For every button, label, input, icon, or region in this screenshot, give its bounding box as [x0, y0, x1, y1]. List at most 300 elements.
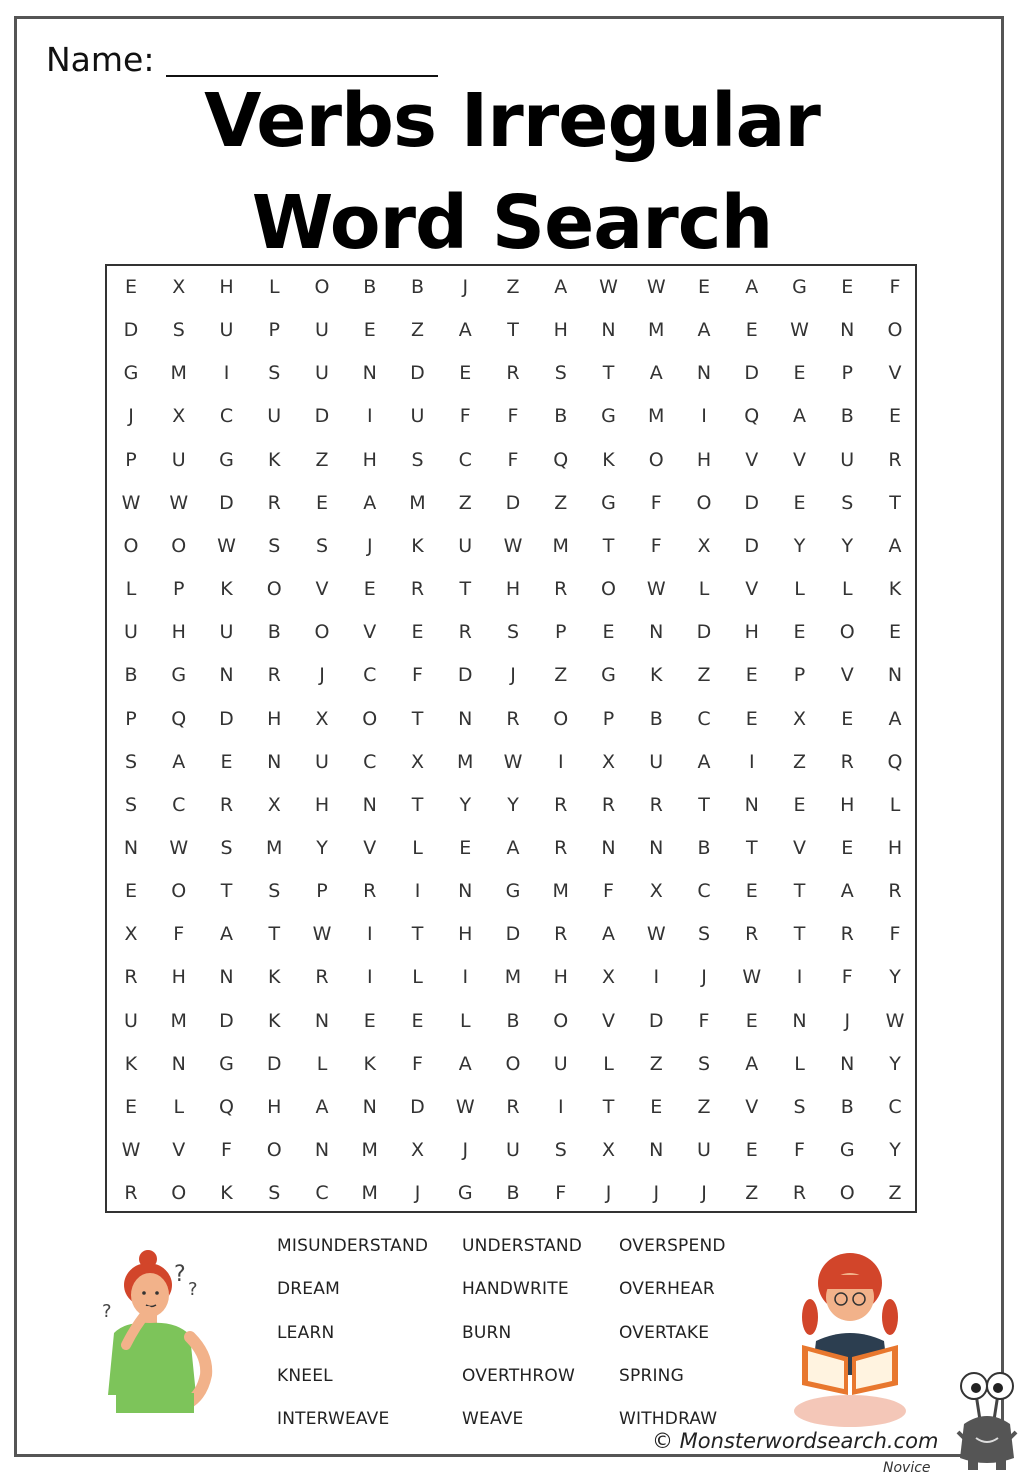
grid-letter[interactable]: R [506, 1095, 520, 1118]
grid-letter[interactable]: E [124, 1095, 137, 1118]
grid-letter[interactable]: W [503, 750, 523, 773]
grid-letter[interactable]: Z [554, 664, 568, 687]
grid-letter[interactable]: A [220, 923, 233, 946]
grid-letter[interactable]: L [459, 1009, 471, 1032]
name-input-line[interactable] [166, 75, 438, 77]
grid-letter[interactable]: E [841, 707, 854, 730]
grid-letter[interactable]: J [462, 1139, 469, 1161]
grid-letter[interactable]: M [504, 966, 522, 989]
grid-letter[interactable]: N [362, 793, 377, 816]
grid-letter[interactable]: D [314, 405, 330, 428]
grid-letter[interactable]: E [745, 707, 758, 730]
grid-letter[interactable]: T [745, 836, 758, 859]
grid-letter[interactable]: N [123, 836, 139, 859]
grid-letter[interactable]: N [219, 966, 234, 989]
grid-letter[interactable]: A [793, 405, 806, 428]
grid-letter[interactable]: C [172, 793, 186, 816]
grid-letter[interactable]: K [888, 578, 902, 601]
grid-letter[interactable]: E [411, 1009, 424, 1032]
grid-letter[interactable]: U [219, 319, 234, 342]
grid-letter[interactable]: P [316, 880, 328, 903]
grid-letter[interactable]: F [221, 1139, 232, 1161]
grid-letter[interactable]: Z [745, 1182, 759, 1205]
grid-letter[interactable]: D [219, 707, 234, 730]
grid-letter[interactable]: X [410, 750, 425, 773]
grid-letter[interactable]: E [650, 1095, 663, 1118]
grid-letter[interactable]: X [792, 707, 807, 730]
grid-letter[interactable]: D [744, 491, 760, 514]
grid-letter[interactable]: H [696, 448, 712, 471]
grid-letter[interactable]: M [409, 491, 426, 514]
letter-grid[interactable] [105, 264, 917, 1213]
grid-letter[interactable]: E [745, 319, 758, 342]
grid-letter[interactable]: R [458, 621, 472, 644]
grid-letter[interactable]: B [649, 707, 663, 730]
grid-letter[interactable]: S [268, 534, 281, 557]
grid-letter[interactable]: O [171, 534, 187, 557]
grid-letter[interactable]: D [505, 923, 521, 946]
grid-letter[interactable]: T [411, 793, 424, 816]
grid-letter[interactable]: N [887, 664, 903, 687]
grid-letter[interactable]: L [603, 1052, 614, 1075]
grid-letter[interactable]: Q [553, 448, 569, 471]
grid-letter[interactable]: I [557, 750, 564, 773]
grid-letter[interactable]: T [889, 491, 901, 514]
grid-letter[interactable]: R [554, 793, 568, 816]
grid-letter[interactable]: V [745, 578, 759, 601]
grid-letter[interactable]: Z [888, 1182, 902, 1205]
grid-letter[interactable]: S [697, 1052, 711, 1075]
grid-letter[interactable]: K [602, 448, 615, 471]
grid-letter[interactable]: K [220, 578, 233, 601]
grid-letter[interactable]: H [744, 621, 759, 644]
grid-letter[interactable]: Y [841, 534, 854, 557]
grid-letter[interactable]: V [793, 836, 806, 859]
grid-letter[interactable]: V [363, 621, 377, 644]
grid-letter[interactable]: I [366, 966, 373, 989]
grid-letter[interactable]: G [601, 491, 616, 514]
grid-letter[interactable]: H [458, 923, 473, 946]
grid-letter[interactable]: H [267, 707, 282, 730]
grid-letter[interactable]: X [601, 1139, 616, 1161]
grid-letter[interactable]: L [125, 578, 137, 601]
grid-letter[interactable]: R [410, 578, 425, 601]
grid-letter[interactable]: F [412, 664, 423, 687]
grid-letter[interactable]: I [366, 923, 373, 946]
grid-letter[interactable]: X [124, 923, 138, 946]
grid-letter[interactable]: Y [889, 1139, 901, 1161]
grid-letter[interactable]: C [888, 1095, 902, 1118]
grid-letter[interactable]: U [124, 621, 138, 644]
grid-letter[interactable]: D [457, 664, 473, 687]
grid-letter[interactable]: T [268, 923, 281, 946]
grid-letter[interactable]: F [412, 1052, 423, 1075]
grid-letter[interactable]: K [363, 1052, 376, 1075]
grid-letter[interactable]: H [171, 966, 186, 989]
grid-letter[interactable]: K [650, 664, 663, 687]
grid-letter[interactable]: U [315, 362, 329, 385]
grid-letter[interactable]: I [701, 405, 707, 428]
grid-letter[interactable]: R [554, 923, 568, 946]
grid-letter[interactable]: H [553, 319, 568, 342]
grid-letter[interactable]: E [888, 621, 901, 644]
grid-letter[interactable]: W [121, 491, 141, 514]
grid-letter[interactable]: B [267, 621, 281, 644]
grid-letter[interactable]: E [793, 491, 806, 514]
grid-letter[interactable]: S [172, 319, 185, 342]
grid-letter[interactable]: T [793, 880, 806, 903]
grid-letter[interactable]: C [219, 405, 234, 428]
grid-letter[interactable]: U [410, 405, 425, 428]
grid-letter[interactable]: S [554, 1139, 567, 1161]
grid-letter[interactable]: K [124, 1052, 138, 1075]
grid-letter[interactable]: N [649, 621, 664, 644]
grid-letter[interactable]: R [888, 448, 902, 471]
grid-letter[interactable]: W [121, 1139, 141, 1161]
grid-letter[interactable]: A [315, 1095, 329, 1118]
grid-letter[interactable]: V [172, 1139, 186, 1161]
grid-letter[interactable]: B [506, 1009, 520, 1032]
grid-letter[interactable]: E [793, 793, 806, 816]
grid-letter[interactable]: A [888, 707, 902, 730]
grid-letter[interactable]: E [124, 276, 137, 298]
grid-letter[interactable]: N [171, 1052, 186, 1075]
grid-letter[interactable]: A [554, 276, 568, 298]
grid-letter[interactable]: O [362, 707, 378, 730]
grid-letter[interactable]: H [362, 448, 377, 471]
grid-letter[interactable]: T [411, 923, 424, 946]
grid-letter[interactable]: X [172, 405, 186, 428]
grid-letter[interactable]: R [554, 578, 568, 601]
grid-letter[interactable]: K [268, 448, 281, 471]
grid-letter[interactable]: H [505, 578, 521, 601]
grid-letter[interactable]: J [510, 664, 516, 687]
grid-letter[interactable]: L [794, 1052, 805, 1075]
grid-letter[interactable]: E [697, 276, 710, 298]
grid-letter[interactable]: J [414, 1182, 421, 1205]
grid-letter[interactable]: E [745, 880, 758, 903]
grid-letter[interactable]: W [790, 319, 809, 342]
grid-letter[interactable]: P [173, 578, 185, 601]
grid-letter[interactable]: L [889, 793, 901, 816]
grid-letter[interactable]: G [457, 1182, 473, 1205]
grid-letter[interactable]: O [696, 491, 712, 514]
grid-letter[interactable]: I [557, 1095, 564, 1118]
grid-letter[interactable]: H [267, 1095, 282, 1118]
grid-letter[interactable]: C [458, 448, 472, 471]
grid-letter[interactable]: M [457, 750, 474, 773]
grid-letter[interactable]: R [601, 793, 616, 816]
grid-letter[interactable]: V [840, 664, 854, 687]
grid-letter[interactable]: E [841, 276, 854, 298]
grid-letter[interactable]: W [312, 923, 332, 946]
grid-letter[interactable]: H [314, 793, 330, 816]
grid-letter[interactable]: G [601, 405, 616, 428]
grid-letter[interactable]: L [412, 836, 423, 859]
grid-letter[interactable]: W [503, 534, 523, 557]
grid-letter[interactable]: X [601, 966, 616, 989]
grid-letter[interactable]: O [171, 880, 187, 903]
grid-letter[interactable]: S [697, 923, 711, 946]
grid-letter[interactable]: Q [887, 750, 903, 773]
grid-letter[interactable]: N [362, 1095, 377, 1118]
grid-letter[interactable]: C [363, 750, 377, 773]
grid-letter[interactable]: M [552, 534, 569, 557]
grid-letter[interactable]: M [361, 1139, 378, 1161]
grid-letter[interactable]: P [793, 664, 806, 687]
grid-letter[interactable]: N [314, 1139, 330, 1161]
grid-letter[interactable]: G [505, 880, 521, 903]
grid-letter[interactable]: O [505, 1052, 521, 1075]
grid-letter[interactable]: H [171, 621, 186, 644]
grid-letter[interactable]: F [650, 491, 662, 514]
grid-letter[interactable]: G [839, 1139, 855, 1161]
grid-letter[interactable]: O [266, 1139, 282, 1161]
grid-letter[interactable]: A [649, 362, 663, 385]
grid-letter[interactable]: U [649, 750, 664, 773]
grid-letter[interactable]: R [267, 491, 281, 514]
grid-letter[interactable]: R [124, 1182, 138, 1205]
grid-letter[interactable]: E [124, 880, 137, 903]
grid-letter[interactable]: R [554, 836, 568, 859]
grid-letter[interactable]: R [219, 793, 234, 816]
grid-letter[interactable]: A [458, 319, 472, 342]
grid-letter[interactable]: T [220, 880, 233, 903]
grid-letter[interactable]: E [363, 578, 376, 601]
grid-letter[interactable]: Z [458, 491, 472, 514]
grid-letter[interactable]: J [462, 276, 469, 298]
grid-letter[interactable]: H [553, 966, 568, 989]
grid-letter[interactable]: E [411, 621, 424, 644]
grid-letter[interactable]: X [649, 880, 663, 903]
grid-letter[interactable]: I [366, 405, 373, 428]
grid-letter[interactable]: Z [506, 276, 520, 298]
grid-letter[interactable]: A [745, 276, 759, 298]
grid-letter[interactable]: N [696, 362, 712, 385]
grid-letter[interactable]: K [220, 1182, 233, 1205]
grid-letter[interactable]: O [887, 319, 903, 342]
grid-letter[interactable]: O [123, 534, 139, 557]
grid-letter[interactable]: E [459, 836, 472, 859]
grid-letter[interactable]: W [169, 491, 189, 514]
grid-letter[interactable]: I [462, 966, 469, 989]
grid-letter[interactable]: Y [889, 1052, 901, 1075]
grid-letter[interactable]: J [701, 966, 707, 989]
grid-letter[interactable]: G [171, 664, 187, 687]
grid-letter[interactable]: W [646, 923, 666, 946]
grid-letter[interactable]: I [653, 966, 660, 989]
grid-letter[interactable]: N [314, 1009, 330, 1032]
grid-letter[interactable]: G [219, 448, 234, 471]
grid-letter[interactable]: D [410, 1095, 425, 1118]
grid-letter[interactable]: A [840, 880, 854, 903]
grid-letter[interactable]: A [363, 491, 377, 514]
grid-letter[interactable]: A [888, 534, 902, 557]
grid-letter[interactable]: M [361, 1182, 378, 1205]
grid-letter[interactable]: X [601, 750, 616, 773]
grid-letter[interactable]: O [314, 276, 330, 298]
grid-letter[interactable]: F [603, 880, 614, 903]
grid-letter[interactable]: N [649, 836, 664, 859]
grid-letter[interactable]: E [315, 491, 328, 514]
grid-letter[interactable]: E [841, 836, 854, 859]
grid-letter[interactable]: V [745, 1095, 759, 1118]
grid-letter[interactable]: V [745, 448, 759, 471]
grid-letter[interactable]: K [411, 534, 424, 557]
grid-letter[interactable]: G [601, 664, 616, 687]
grid-letter[interactable]: M [170, 1009, 187, 1032]
grid-letter[interactable]: N [458, 880, 473, 903]
grid-letter[interactable]: V [363, 836, 377, 859]
grid-letter[interactable]: F [889, 276, 901, 298]
grid-letter[interactable]: Q [219, 1095, 234, 1118]
grid-letter[interactable]: E [745, 1139, 758, 1161]
grid-letter[interactable]: N [840, 319, 855, 342]
grid-letter[interactable]: M [648, 319, 665, 342]
grid-letter[interactable]: Y [507, 793, 519, 816]
grid-letter[interactable]: U [553, 1052, 568, 1075]
grid-letter[interactable]: V [888, 362, 902, 385]
grid-letter[interactable]: O [171, 1182, 187, 1205]
grid-letter[interactable]: D [744, 362, 760, 385]
grid-letter[interactable]: A [745, 1052, 759, 1075]
grid-letter[interactable]: W [169, 836, 189, 859]
grid-letter[interactable]: R [124, 966, 138, 989]
grid-letter[interactable]: R [267, 664, 281, 687]
grid-letter[interactable]: K [268, 966, 281, 989]
grid-letter[interactable]: B [506, 1182, 520, 1205]
grid-letter[interactable]: N [744, 793, 759, 816]
grid-letter[interactable]: A [506, 836, 520, 859]
grid-letter[interactable]: T [459, 578, 472, 601]
grid-letter[interactable]: Z [792, 750, 807, 773]
grid-letter[interactable]: X [267, 793, 281, 816]
grid-letter[interactable]: F [507, 405, 519, 428]
grid-letter[interactable]: S [554, 362, 567, 385]
grid-letter[interactable]: C [697, 707, 711, 730]
grid-letter[interactable]: C [315, 1182, 329, 1205]
grid-letter[interactable]: M [266, 836, 283, 859]
grid-letter[interactable]: E [793, 621, 806, 644]
grid-letter[interactable]: N [649, 1139, 664, 1161]
grid-letter[interactable]: E [220, 750, 233, 773]
grid-letter[interactable]: U [697, 1139, 711, 1161]
grid-letter[interactable]: T [507, 319, 519, 342]
grid-letter[interactable]: M [552, 880, 569, 903]
grid-letter[interactable]: H [219, 276, 234, 298]
grid-letter[interactable]: L [412, 966, 423, 989]
grid-letter[interactable]: B [840, 405, 854, 428]
grid-letter[interactable]: I [796, 966, 803, 989]
grid-letter[interactable]: T [411, 707, 424, 730]
grid-letter[interactable]: O [648, 448, 664, 471]
grid-letter[interactable]: O [314, 621, 330, 644]
grid-letter[interactable]: O [839, 621, 855, 644]
grid-letter[interactable]: Q [744, 405, 760, 428]
grid-letter[interactable]: W [646, 276, 666, 298]
grid-letter[interactable]: P [555, 621, 567, 644]
grid-letter[interactable]: E [888, 405, 901, 428]
grid-letter[interactable]: Y [459, 793, 472, 816]
grid-letter[interactable]: A [458, 1052, 472, 1075]
grid-letter[interactable]: S [124, 750, 138, 773]
grid-letter[interactable]: R [745, 923, 759, 946]
grid-letter[interactable]: E [793, 362, 806, 385]
grid-letter[interactable]: X [410, 1139, 425, 1161]
grid-letter[interactable]: N [792, 1009, 807, 1032]
grid-letter[interactable]: R [363, 880, 377, 903]
grid-letter[interactable]: P [125, 448, 137, 471]
grid-letter[interactable]: D [744, 534, 760, 557]
grid-letter[interactable]: H [887, 836, 903, 859]
grid-letter[interactable]: D [505, 491, 521, 514]
grid-letter[interactable]: N [458, 707, 473, 730]
grid-letter[interactable]: F [507, 448, 519, 471]
grid-letter[interactable]: R [506, 707, 520, 730]
grid-letter[interactable]: A [172, 750, 186, 773]
grid-letter[interactable]: N [601, 319, 616, 342]
grid-letter[interactable]: U [219, 621, 234, 644]
grid-letter[interactable]: O [839, 1182, 855, 1205]
grid-letter[interactable]: N [840, 1052, 855, 1075]
grid-letter[interactable]: S [268, 1182, 281, 1205]
grid-letter[interactable]: F [555, 1182, 567, 1205]
grid-letter[interactable]: Y [793, 534, 806, 557]
grid-letter[interactable]: O [553, 707, 569, 730]
grid-letter[interactable]: U [124, 1009, 138, 1032]
grid-letter[interactable]: D [410, 362, 425, 385]
grid-letter[interactable]: D [123, 319, 139, 342]
grid-letter[interactable]: A [697, 319, 711, 342]
grid-letter[interactable]: D [219, 491, 234, 514]
grid-letter[interactable]: S [841, 491, 854, 514]
grid-letter[interactable]: S [124, 793, 138, 816]
grid-letter[interactable]: U [458, 534, 473, 557]
grid-letter[interactable]: X [172, 276, 186, 298]
grid-letter[interactable]: N [601, 836, 616, 859]
grid-letter[interactable]: S [793, 1095, 806, 1118]
grid-letter[interactable]: P [602, 707, 615, 730]
grid-letter[interactable]: U [171, 448, 186, 471]
grid-letter[interactable]: M [648, 405, 665, 428]
grid-letter[interactable]: R [792, 1182, 807, 1205]
grid-letter[interactable]: Y [316, 836, 328, 859]
grid-letter[interactable]: D [696, 621, 712, 644]
grid-letter[interactable]: U [506, 1139, 520, 1161]
grid-letter[interactable]: S [411, 448, 424, 471]
grid-letter[interactable]: S [268, 880, 281, 903]
grid-letter[interactable]: D [219, 1009, 234, 1032]
grid-letter[interactable]: J [605, 1182, 612, 1205]
grid-letter[interactable]: P [268, 319, 280, 342]
grid-letter[interactable]: E [602, 621, 615, 644]
grid-letter[interactable]: N [219, 664, 234, 687]
grid-letter[interactable]: Z [697, 1095, 711, 1118]
grid-letter[interactable]: D [648, 1009, 664, 1032]
grid-letter[interactable]: E [459, 362, 472, 385]
grid-letter[interactable]: T [602, 362, 615, 385]
grid-letter[interactable]: E [363, 1009, 376, 1032]
grid-letter[interactable]: L [173, 1095, 185, 1118]
grid-letter[interactable]: F [173, 923, 185, 946]
grid-letter[interactable]: R [649, 793, 663, 816]
grid-letter[interactable]: O [601, 578, 616, 601]
grid-letter[interactable]: I [414, 880, 421, 903]
grid-letter[interactable]: G [792, 276, 807, 298]
grid-letter[interactable]: I [748, 750, 755, 773]
grid-letter[interactable]: E [745, 1009, 758, 1032]
grid-letter[interactable]: T [698, 793, 710, 816]
